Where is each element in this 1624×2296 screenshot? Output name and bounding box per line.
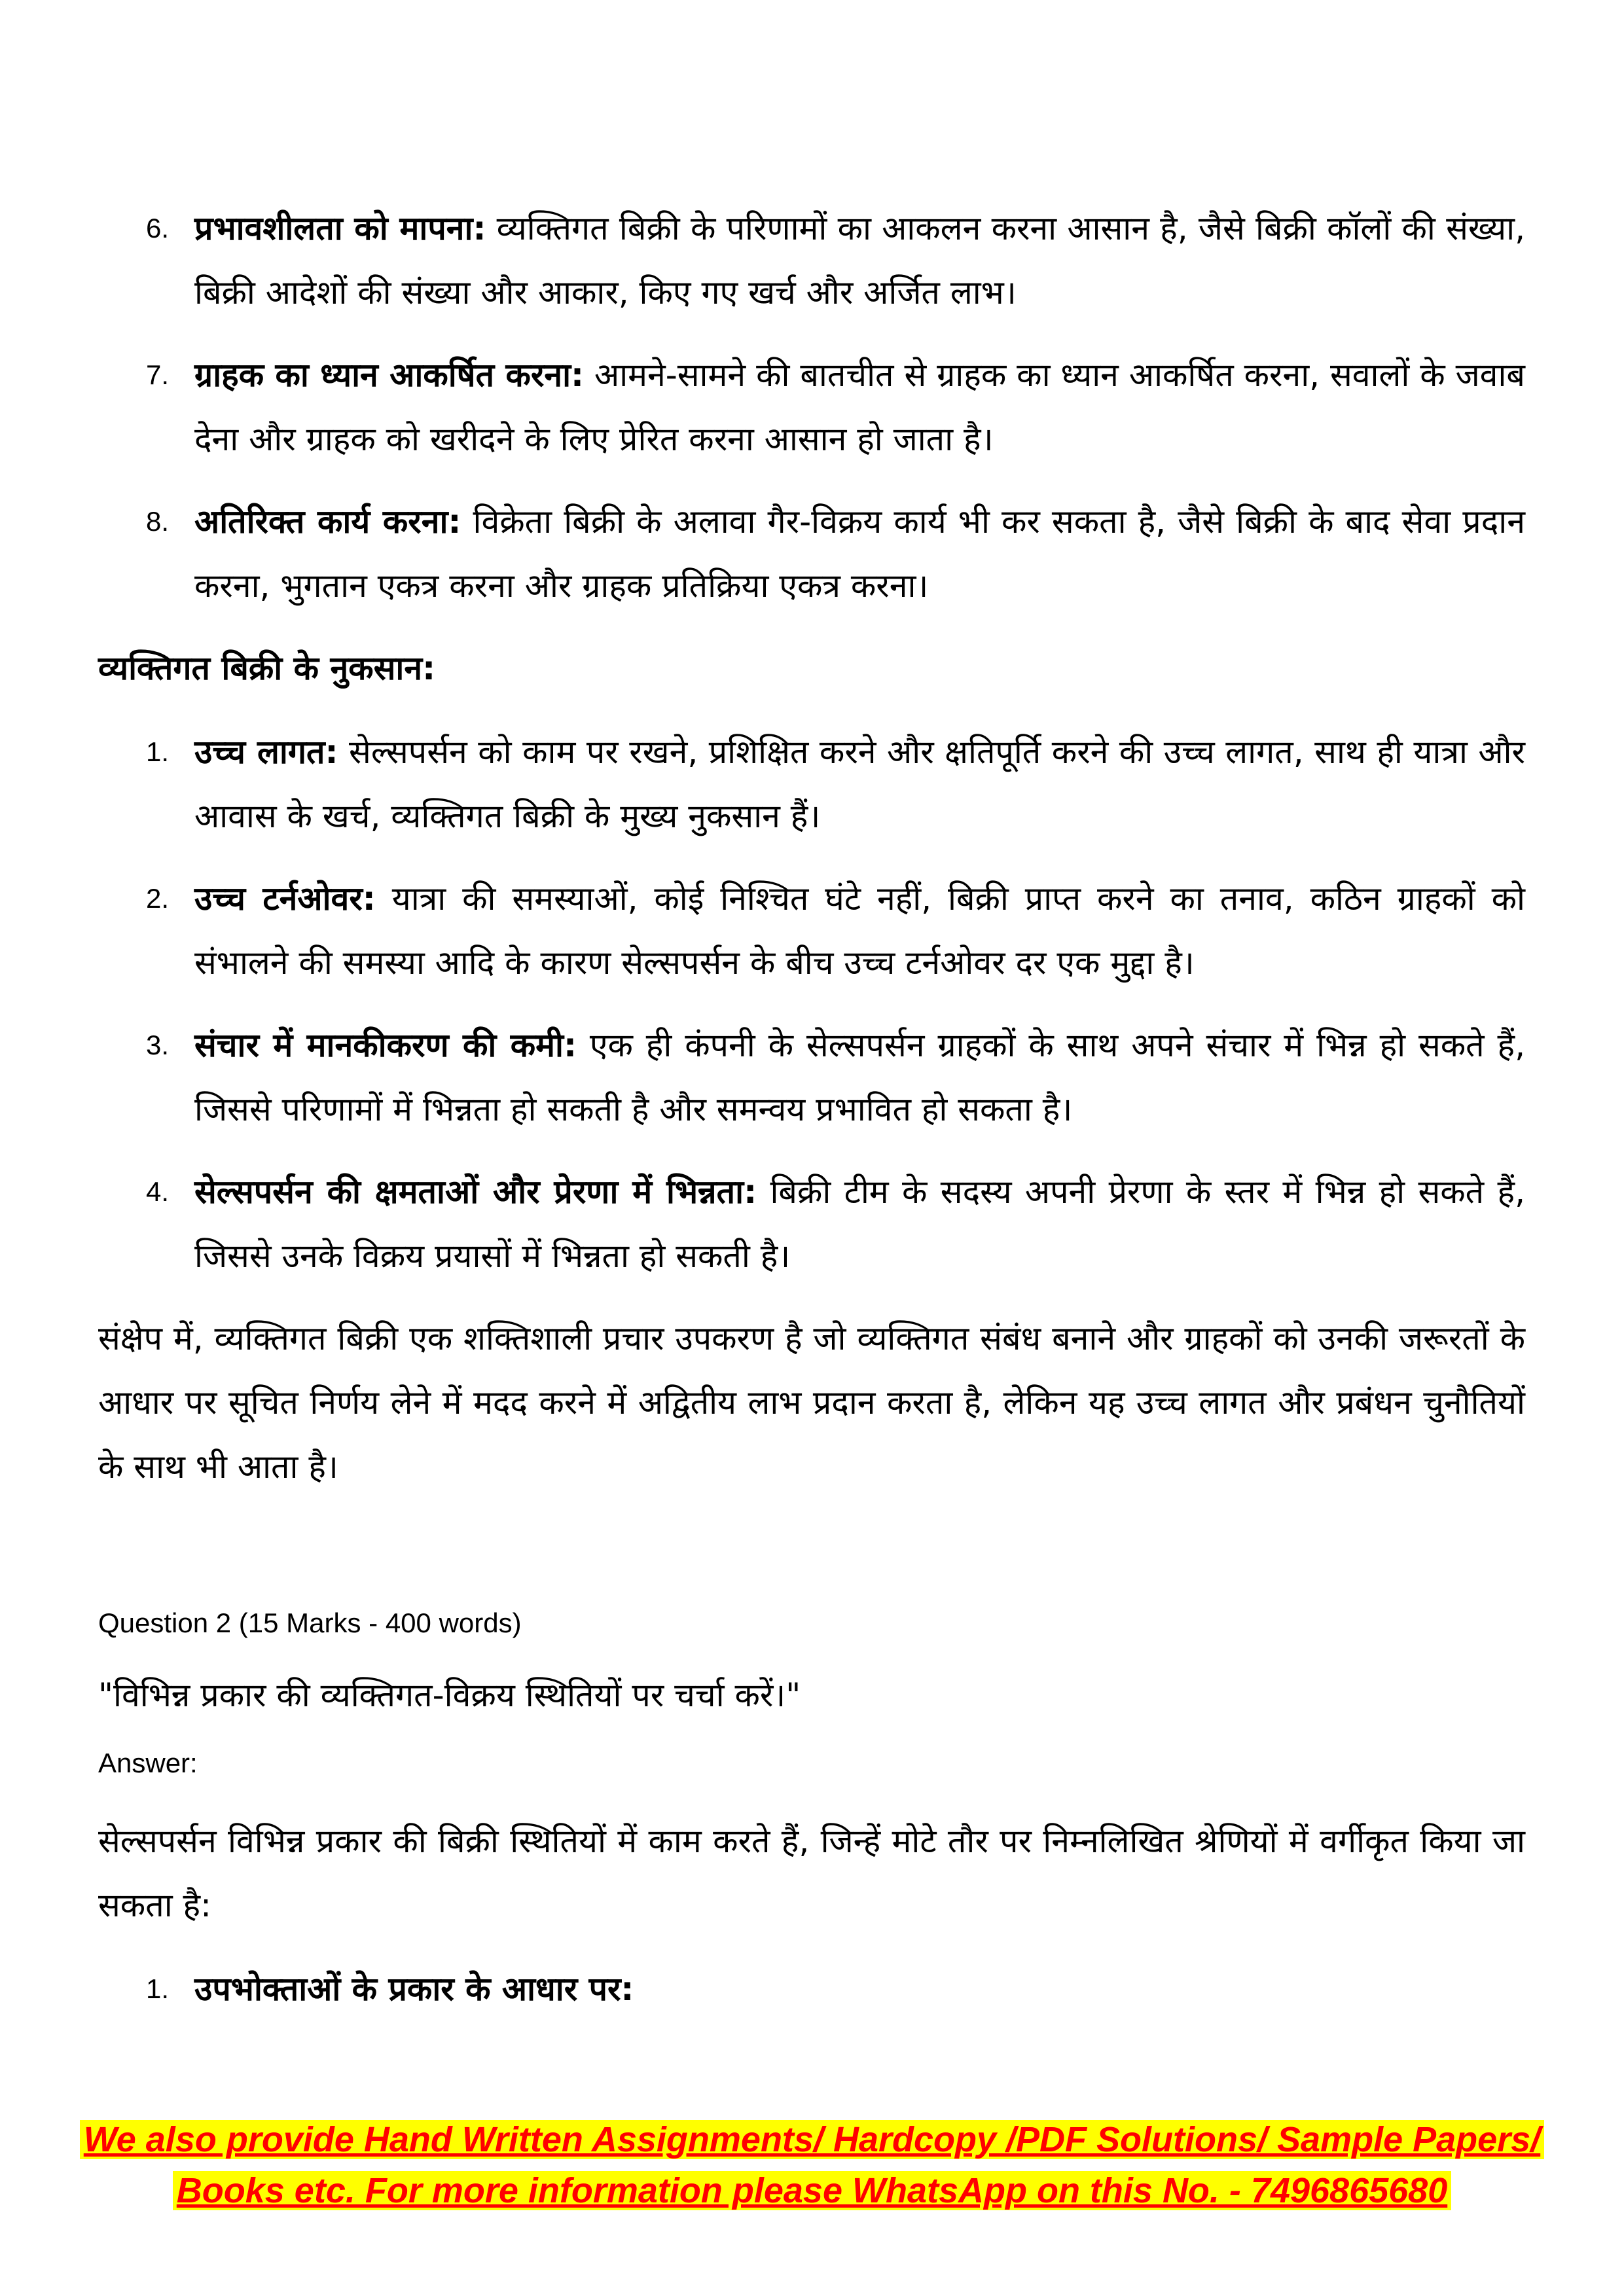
list-number: 3. — [146, 1030, 170, 1060]
list-number: 2. — [146, 883, 170, 914]
footer-line-1: We also provide Hand Written Assignments/ Hardcopy /PDF Solutions/ Sample Papers/ — [80, 2120, 1544, 2159]
list-item-disadvantage-3 — [98, 1013, 1525, 1141]
list-number: 1. — [146, 1973, 170, 2004]
item-title: अतिरिक्त कार्य करना: — [194, 503, 461, 541]
question-text: "विभिन्न प्रकार की व्यक्तिगत-विक्रय स्थितियों पर चर्चा करें।" — [98, 1676, 801, 1714]
list-item-7 — [98, 343, 1525, 471]
list-item-disadvantage-1 — [98, 720, 1525, 848]
item-title: उपभोक्ताओं के प्रकार के आधार पर: — [194, 1970, 634, 2008]
answer-intro: सेल्सपर्सन विभिन्न प्रकार की बिक्री स्थितियों में काम करते हैं, जिन्हें मोटे तौर पर निम्नलिखित श्रेणियों में वर्गीकृत किया जा सकता है: — [98, 1822, 1525, 1924]
section-heading: व्यक्तिगत बिक्री के नुकसान: — [98, 649, 436, 687]
summary-paragraph: संक्षेप में, व्यक्तिगत बिक्री एक शक्तिशाली प्रचार उपकरण है जो व्यक्तिगत संबंध बनाने और ग्राहकों को उनकी जरूरतों के आधार पर सूचित निर्णय लेने में मदद करने में अद्वितीय लाभ प्रदान करता है, लेकिन यह उच्च लागत और प्रबंधन चुनौतियों के साथ भी आता है। — [98, 1319, 1525, 1486]
answer-list-item-1 — [98, 1957, 1525, 2021]
list-item-6 — [98, 196, 1525, 325]
list-item-8 — [98, 490, 1525, 618]
document-body — [98, 196, 1525, 2039]
item-text: यात्रा की समस्याओं, कोई निश्चित घंटे नहीं, बिक्री प्राप्त करने का तनाव, कठिन ग्राहकों को संभालने की समस्या आदि के कारण सेल्सपर्सन के बीच उच्च टर्नओवर दर एक मुद्दा है। — [194, 880, 1525, 982]
item-text: व्यक्तिगत बिक्री के परिणामों का आकलन करना आसान है, जैसे बिक्री कॉलों की संख्या, बिक्री आदेशों की संख्या और आकार, किए गए खर्च और अर्जित लाभ। — [194, 209, 1525, 312]
item-text: बिक्री टीम के सदस्य अपनी प्रेरणा के स्तर में भिन्न हो सकते हैं, जिससे उनके विक्रय प्रयासों में भिन्नता हो सकती है। — [194, 1173, 1525, 1275]
list-item-disadvantage-4 — [98, 1160, 1525, 1288]
list-number: 7. — [146, 359, 170, 390]
item-text: एक ही कंपनी के सेल्सपर्सन ग्राहकों के साथ अपने संचार में भिन्न हो सकते हैं, जिससे परिणामों में भिन्नता हो सकती है और समन्वय प्रभावित हो सकता है। — [194, 1026, 1525, 1128]
list-item-disadvantage-2 — [98, 867, 1525, 995]
item-title: उच्च लागत: — [194, 733, 338, 771]
item-title: उच्च टर्नओवर: — [194, 880, 376, 918]
item-text: विक्रेता बिक्री के अलावा गैर-विक्रय कार्य भी कर सकता है, जैसे बिक्री के बाद सेवा प्रदान करना, भुगतान एकत्र करना और ग्राहक प्रतिक्रिया एकत्र करना। — [194, 503, 1526, 605]
list-number: 8. — [146, 506, 170, 537]
list-number: 4. — [146, 1176, 170, 1207]
item-title: सेल्सपर्सन की क्षमताओं और प्रेरणा में भिन्नता: — [194, 1173, 757, 1211]
item-title: ग्राहक का ध्यान आकर्षित करना: — [194, 356, 585, 394]
promo-footer — [0, 2114, 1624, 2216]
item-title: संचार में मानकीकरण की कमी: — [194, 1026, 577, 1064]
footer-line-2: Books etc. For more information please WhatsApp on this No. - 7496865680 — [173, 2171, 1451, 2210]
question-label: Question 2 (15 Marks - 400 words) — [98, 1607, 522, 1638]
item-title: प्रभावशीलता को मापना: — [194, 209, 486, 247]
answer-label: Answer: — [98, 1748, 198, 1778]
item-text: सेल्सपर्सन को काम पर रखने, प्रशिक्षित करने और क्षतिपूर्ति करने की उच्च लागत, साथ ही यात्रा और आवास के खर्च, व्यक्तिगत बिक्री के मुख्य नुकसान हैं। — [194, 733, 1525, 835]
list-number: 1. — [146, 736, 170, 767]
item-text: आमने-सामने की बातचीत से ग्राहक का ध्यान आकर्षित करना, सवालों के जवाब देना और ग्राहक को खरीदने के लिए प्रेरित करना आसान हो जाता है। — [194, 356, 1525, 458]
list-number: 6. — [146, 213, 170, 243]
